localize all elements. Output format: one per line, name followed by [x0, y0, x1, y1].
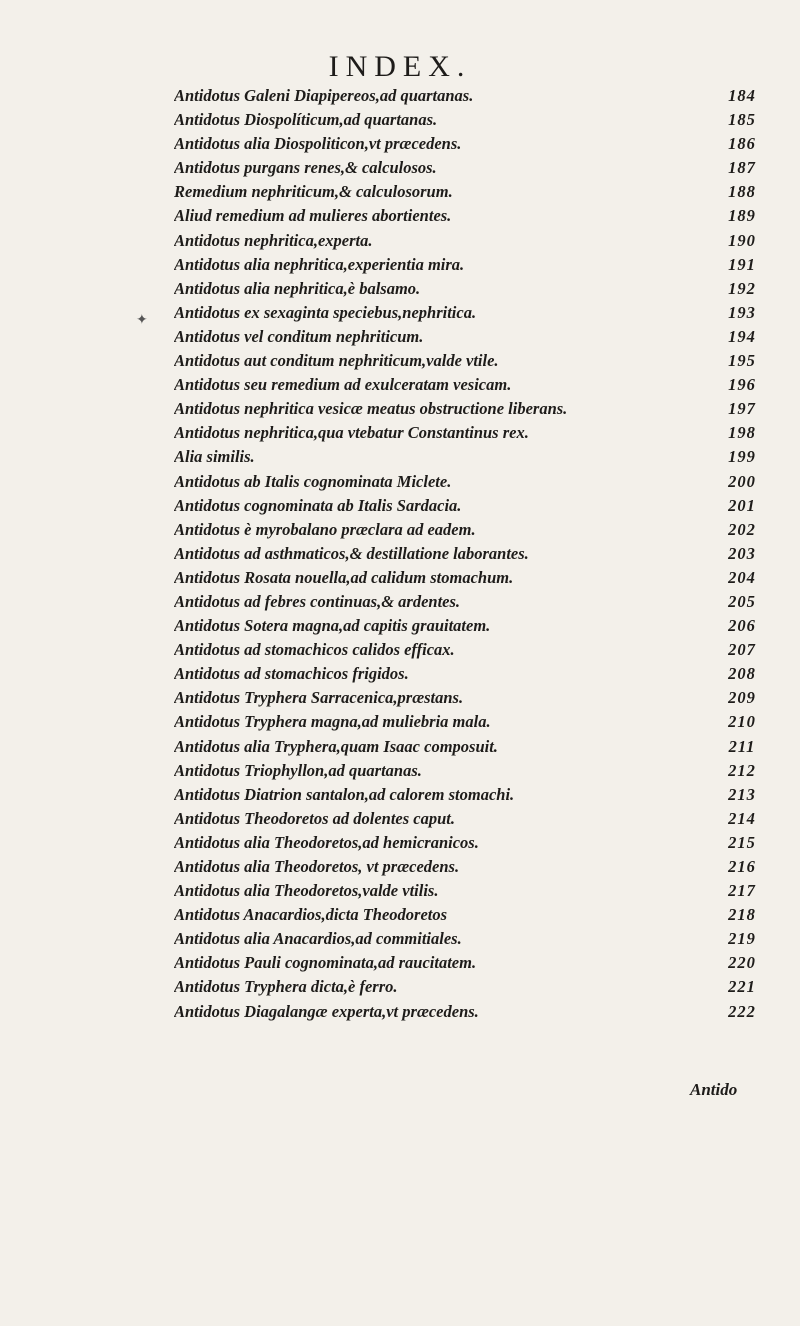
index-entry — [174, 735, 780, 759]
entry-page-number: 213 — [728, 784, 756, 804]
index-entry — [174, 855, 780, 879]
entry-text: Antidotus Triophyllon,ad quartanas. — [174, 760, 422, 780]
entry-text: Antidotus Diospolíticum,ad quartanas. — [174, 110, 438, 130]
entry-text: Antidotus ab Italis cognominata Miclete. — [174, 471, 452, 491]
entry-text: Antidotus ad stomachicos frigidos. — [174, 664, 409, 684]
entry-text: Antidotus Diatrion santalon,ad calorem stomachi. — [174, 784, 515, 804]
entry-text: Antidotus ad febres continuas,& ardentes. — [174, 591, 461, 611]
entry-page-number: 205 — [728, 591, 756, 611]
entry-text: Antidotus Tryphera dicta,è ferro. — [174, 977, 398, 997]
index-entry — [174, 470, 780, 494]
index-entry — [174, 710, 780, 734]
entry-page-number: 195 — [728, 351, 756, 371]
entry-text: Antidotus alia Anacardios,ad commitiales. — [174, 929, 462, 949]
entry-page-number: 219 — [728, 929, 756, 949]
entry-text: Antidotus nephritica,qua vtebatur Constantinus rex. — [174, 423, 529, 443]
index-entry — [174, 566, 780, 590]
index-entry — [174, 325, 780, 349]
entry-page-number: 215 — [728, 832, 756, 852]
index-entry — [174, 638, 780, 662]
entry-page-number: 189 — [728, 206, 756, 226]
index-entry — [174, 590, 780, 614]
entry-text: Antidotus Diagalangæ experta,vt præcedens. — [174, 1001, 479, 1021]
index-entry — [174, 397, 780, 421]
entry-page-number: 187 — [728, 158, 756, 178]
entry-text: Antidotus Anacardios,dicta Theodoretos — [174, 905, 448, 925]
index-entry — [174, 494, 780, 518]
catchword: Antido — [690, 1080, 738, 1099]
entry-text: Antidotus alia nephritica,è balsamo. — [174, 278, 421, 298]
entry-text: Alia similis. — [174, 447, 255, 467]
entry-page-number: 185 — [728, 110, 756, 130]
index-list — [174, 84, 780, 1024]
entry-page-number: 197 — [728, 399, 756, 419]
index-entry — [174, 662, 780, 686]
entry-text: Antidotus Theodoretos ad dolentes caput. — [174, 808, 455, 828]
index-entry — [174, 301, 780, 325]
entry-text: Antidotus ex sexaginta speciebus,nephritica. — [174, 302, 477, 322]
index-entry — [174, 783, 780, 807]
entry-page-number: 204 — [728, 567, 756, 587]
entry-text: Antidotus alia nephritica,experientia mira. — [174, 254, 465, 274]
entry-page-number: 214 — [728, 808, 756, 828]
entry-page-number: 196 — [728, 375, 756, 395]
index-entry — [174, 253, 780, 277]
index-entry — [174, 614, 780, 638]
index-entry — [174, 686, 780, 710]
entry-text: Antidotus seu remedium ad exulceratam vesicam. — [174, 375, 512, 395]
entry-text: Antidotus Pauli cognominata,ad raucitatem. — [174, 953, 477, 973]
index-entry — [174, 132, 780, 156]
index-entry — [174, 903, 780, 927]
entry-page-number: 200 — [728, 471, 756, 491]
entry-text: Antidotus Rosata nouella,ad calidum stomachum. — [174, 567, 514, 587]
entry-page-number: 194 — [728, 326, 756, 346]
entry-page-number: 212 — [728, 760, 756, 780]
index-entry — [174, 951, 780, 975]
marginal-mark: ✦ — [136, 312, 148, 328]
entry-text: Antidotus Sotera magna,ad capitis grauitatem. — [174, 616, 491, 636]
index-entry — [174, 518, 780, 542]
index-entry — [174, 975, 780, 999]
entry-page-number: 211 — [728, 736, 756, 756]
entry-page-number: 193 — [728, 302, 756, 322]
entry-text: Antidotus nephritica vesicæ meatus obstructione liberans. — [174, 399, 568, 419]
entry-text: Antidotus Tryphera Sarracenica,præstans. — [174, 688, 464, 708]
entry-text: Antidotus aut conditum nephriticum,valde vtile. — [174, 351, 499, 371]
entry-text: Antidotus è myrobalano præclara ad eadem. — [174, 519, 476, 539]
index-entry — [174, 879, 780, 903]
index-entry — [174, 807, 780, 831]
index-entry — [174, 156, 780, 180]
entry-page-number: 217 — [728, 881, 756, 901]
index-entry — [174, 277, 780, 301]
index-entry — [174, 759, 780, 783]
index-entry — [174, 927, 780, 951]
entry-text: Aliud remedium ad mulieres abortientes. — [174, 206, 452, 226]
entry-page-number: 207 — [728, 640, 756, 660]
entry-page-number: 184 — [728, 86, 756, 105]
entry-text: Antidotus alia Theodoretos,valde vtilis. — [174, 881, 439, 901]
entry-text: Antidotus purgans renes,& calculosos. — [174, 158, 437, 178]
entry-page-number: 216 — [728, 857, 756, 876]
index-entry — [174, 84, 780, 108]
entry-page-number: 201 — [728, 495, 756, 515]
entry-text: Antidotus alia Theodoretos, vt præcedens. — [174, 857, 460, 876]
entry-text: Antidotus Galeni Diapipereos,ad quartanas. — [174, 86, 474, 105]
entry-page-number: 190 — [728, 230, 756, 250]
entry-page-number: 209 — [728, 688, 756, 708]
entry-text: Antidotus alia Diospoliticon,vt præcedens. — [174, 134, 462, 154]
entry-text: Antidotus alia Theodoretos,ad hemicranicos. — [174, 832, 479, 852]
entry-page-number: 206 — [728, 616, 756, 636]
entry-page-number: 191 — [728, 254, 756, 274]
entry-page-number: 186 — [728, 134, 756, 154]
entry-page-number: 188 — [728, 182, 756, 202]
entry-text: Antidotus nephritica,experta. — [174, 230, 373, 250]
entry-page-number: 221 — [728, 977, 756, 997]
entry-text: Antidotus cognominata ab Italis Sardacia. — [174, 495, 462, 515]
entry-page-number: 208 — [728, 664, 756, 684]
entry-text: Antidotus alia Tryphera,quam Isaac composuit. — [174, 736, 498, 756]
entry-text: Antidotus Tryphera magna,ad muliebria mala. — [174, 712, 491, 732]
entry-page-number: 192 — [728, 278, 756, 298]
index-entry — [174, 108, 780, 132]
entry-text: Antidotus vel conditum nephriticum. — [174, 326, 424, 346]
entry-text: Antidotus ad stomachicos calidos efficax. — [174, 640, 455, 660]
index-entry — [174, 421, 780, 445]
entry-page-number: 210 — [728, 712, 756, 732]
entry-page-number: 203 — [728, 543, 756, 563]
index-entry — [174, 445, 780, 469]
index-entry — [174, 180, 780, 204]
entry-page-number: 198 — [728, 423, 756, 443]
index-entry — [174, 831, 780, 855]
entry-page-number: 202 — [728, 519, 756, 539]
entry-page-number: 220 — [728, 953, 756, 973]
entry-text: Remedium nephriticum,& calculosorum. — [174, 182, 453, 202]
index-entry — [174, 204, 780, 228]
index-entry — [174, 229, 780, 253]
page-title: INDEX. — [328, 50, 472, 83]
index-entry — [174, 1000, 780, 1024]
entry-page-number: 199 — [728, 447, 756, 467]
index-entry — [174, 542, 780, 566]
entry-page-number: 218 — [728, 905, 756, 925]
entry-page-number: 222 — [728, 1001, 756, 1021]
index-entry — [174, 373, 780, 397]
index-entry — [174, 349, 780, 373]
entry-text: Antidotus ad asthmaticos,& destillatione laborantes. — [174, 543, 529, 563]
